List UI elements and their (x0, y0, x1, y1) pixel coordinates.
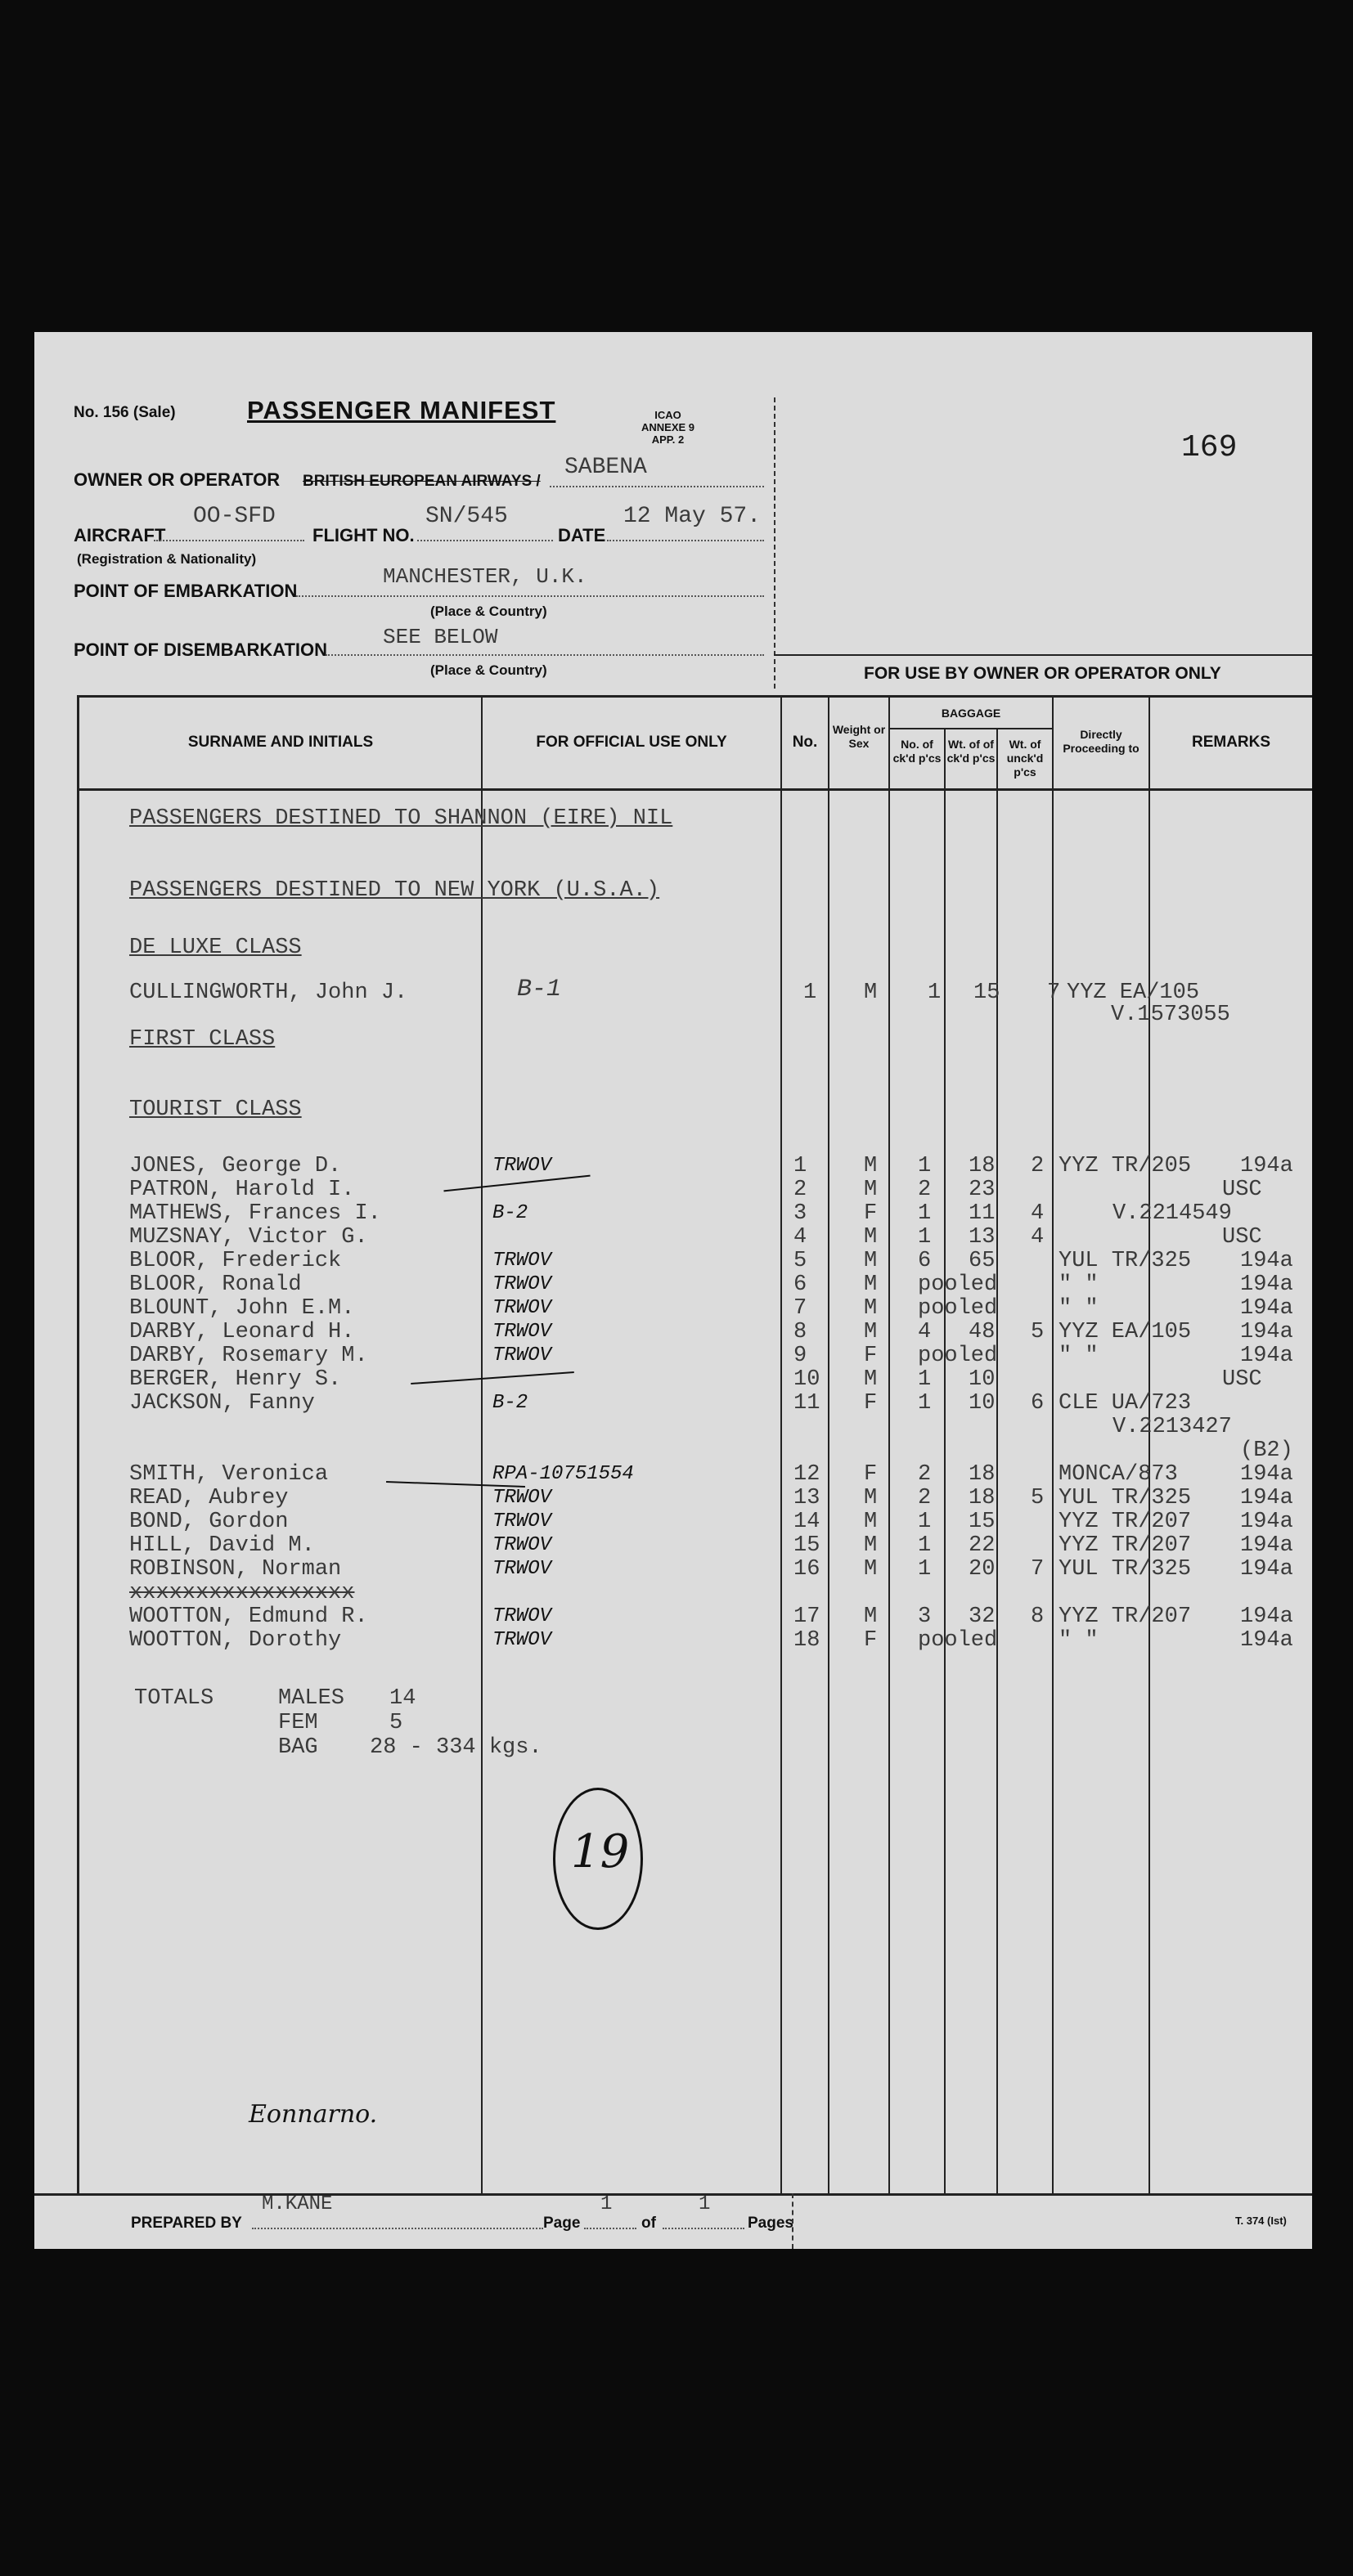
passenger-sex: M (864, 1225, 878, 1250)
passenger-name: WOOTTON, Dorothy (129, 1628, 342, 1653)
passenger-name: READ, Aubrey (129, 1486, 289, 1510)
proceeding: YUL TR/325 (1059, 1249, 1192, 1273)
passenger-name: SMITH, Veronica (129, 1462, 329, 1487)
passenger-sex: M (864, 1510, 878, 1534)
date-label: DATE (558, 525, 606, 545)
passenger-name: DARBY, Leonard H. (129, 1320, 355, 1344)
passenger-name: BLOUNT, John E.M. (129, 1296, 355, 1321)
totals-bag: 28 - 334 kgs. (370, 1735, 542, 1760)
ck-pcs: pooled (918, 1296, 998, 1321)
passenger-sex: F (864, 1391, 878, 1416)
remark: V.2213427 (1113, 1415, 1232, 1439)
passenger-sex: M (864, 1367, 878, 1392)
official-mark: TRWOV (492, 1605, 552, 1627)
passenger-no: 9 (793, 1344, 807, 1368)
official-mark: TRWOV (492, 1510, 552, 1533)
col-baggage: BAGGAGE (941, 707, 1001, 720)
totals-bag-label: BAG (278, 1735, 318, 1760)
passenger-no: 11 (793, 1391, 820, 1416)
official-mark: TRWOV (492, 1297, 552, 1319)
remark: 194a (1240, 1344, 1293, 1368)
ck-pcs: pooled (918, 1628, 998, 1653)
col-wt-ck: Wt. of of ck'd p'cs (946, 738, 996, 765)
flight-value: SN/545 (425, 504, 508, 529)
official-mark: TRWOV (492, 1273, 552, 1295)
section-tourist: TOURIST CLASS (129, 1097, 302, 1122)
ck-pcs: pooled (918, 1272, 998, 1297)
wt-ck: 23 (969, 1178, 996, 1202)
ck-pcs: 2 (918, 1486, 932, 1510)
table-row (34, 1582, 1312, 1604)
remark: USC (1222, 1178, 1262, 1202)
table-row (34, 1155, 1312, 1178)
passenger-no: 16 (793, 1557, 820, 1582)
col-proceeding: Directly Proceeding to (1063, 728, 1139, 755)
ck-pcs: 1 (928, 981, 942, 1005)
passenger-no: 6 (793, 1272, 807, 1297)
passenger-no: 3 (793, 1201, 807, 1226)
signature: Eonnarno. (249, 2100, 378, 2129)
section-first: FIRST CLASS (129, 1027, 276, 1052)
official-mark: TRWOV (492, 1629, 552, 1651)
wt-ck: 22 (969, 1533, 996, 1558)
ck-pcs: 1 (918, 1391, 932, 1416)
remark: USC (1222, 1225, 1262, 1250)
table-row (34, 1463, 1312, 1486)
table-row (34, 1416, 1312, 1438)
ck-pcs: 1 (918, 1510, 932, 1534)
table-row (34, 1250, 1312, 1272)
of-number: 1 (699, 2193, 711, 2215)
table-row (34, 1487, 1312, 1510)
ck-pcs: 1 (918, 1225, 932, 1250)
page-label: Page (543, 2215, 581, 2232)
proceeding: YUL TR/325 (1059, 1486, 1192, 1510)
passenger-no: 2 (793, 1178, 807, 1202)
form-code: T. 374 (Ist) (1235, 2215, 1287, 2227)
passenger-no: 15 (793, 1533, 820, 1558)
wt-ck: 10 (969, 1367, 996, 1392)
remark: 194a (1240, 1604, 1293, 1629)
place-note-2: (Place & Country) (430, 662, 547, 678)
remark: 194a (1240, 1510, 1293, 1534)
passenger-name: BERGER, Henry S. (129, 1367, 342, 1392)
wt-unck: 4 (1031, 1225, 1045, 1250)
section-deluxe: DE LUXE CLASS (129, 936, 302, 960)
remark: 194a (1240, 1296, 1293, 1321)
passenger-sex: M (864, 1604, 878, 1629)
ck-pcs: 2 (918, 1462, 932, 1487)
passenger-sex: M (864, 1178, 878, 1202)
wt-ck: 18 (969, 1154, 996, 1178)
page-number: 1 (600, 2193, 613, 2215)
passenger-sex: M (864, 1249, 878, 1273)
passenger-sex: M (864, 1533, 878, 1558)
owner-use-only: FOR USE BY OWNER OR OPERATOR ONLY (864, 664, 1221, 683)
disembark-label: POINT OF DISEMBARKATION (74, 640, 328, 660)
wt-ck: 65 (969, 1249, 996, 1273)
table-row (34, 1534, 1312, 1557)
passenger-name: BLOOR, Frederick (129, 1249, 342, 1273)
passenger-no: 1 (793, 1154, 807, 1178)
wt-ck: 20 (969, 1557, 996, 1582)
passenger-no: 10 (793, 1367, 820, 1392)
passenger-sex: F (864, 1628, 878, 1653)
passenger-name: DARBY, Rosemary M. (129, 1344, 368, 1368)
registration-note: (Registration & Nationality) (77, 551, 257, 567)
embark-label: POINT OF EMBARKATION (74, 581, 298, 601)
passenger-sex: F (864, 1344, 878, 1368)
passenger-name: BLOOR, Ronald (129, 1272, 302, 1297)
proceeding: YYZ TR/207 (1059, 1533, 1192, 1558)
passenger-no: 8 (793, 1320, 807, 1344)
remark: 194a (1240, 1154, 1293, 1178)
aircraft-label: AIRCRAFT (74, 525, 166, 545)
ck-pcs: 1 (918, 1533, 932, 1558)
section-newyork: PASSENGERS DESTINED TO NEW YORK (U.S.A.) (129, 878, 660, 903)
passenger-no: 7 (793, 1296, 807, 1321)
remark: 194a (1240, 1272, 1293, 1297)
wt-ck: 18 (969, 1486, 996, 1510)
remark: 194a (1240, 1320, 1293, 1344)
passenger-no: 4 (793, 1225, 807, 1250)
wt-unck: 7 (1031, 1557, 1045, 1582)
remark: 194a (1240, 1249, 1293, 1273)
passenger-sex: M (864, 1486, 878, 1510)
passenger-no: 17 (793, 1604, 820, 1629)
prepared-by: M.KANE (262, 2193, 333, 2215)
pages-label: Pages (748, 2215, 793, 2232)
passenger-no: 18 (793, 1628, 820, 1653)
proceeding: YYZ EA/105 (1067, 981, 1200, 1005)
proceeding: YYZ TR/207 (1059, 1510, 1192, 1534)
official-mark: B-2 (492, 1392, 528, 1414)
passenger-no: 5 (793, 1249, 807, 1273)
official-mark: RPA-10751554 (492, 1463, 634, 1485)
proceeding: " " (1059, 1344, 1099, 1368)
table-row (34, 1344, 1312, 1367)
passenger-no: 1 (803, 981, 817, 1005)
passenger-sex: M (864, 1296, 878, 1321)
table-row (34, 1321, 1312, 1344)
ck-pcs: 1 (918, 1201, 932, 1226)
ck-pcs: 2 (918, 1178, 932, 1202)
passenger-sex: M (864, 1154, 878, 1178)
passenger-name: HILL, David M. (129, 1533, 315, 1558)
table-row (34, 1558, 1312, 1581)
section-shannon: PASSENGERS DESTINED TO SHANNON (EIRE) NIL (129, 806, 673, 831)
wt-ck: 10 (969, 1391, 996, 1416)
col-ck-pcs: No. of ck'd p'cs (892, 738, 942, 765)
remark: 194a (1240, 1628, 1293, 1653)
aircraft-value: OO-SFD (193, 504, 276, 529)
page-stamp: 169 (1181, 430, 1238, 465)
table-row (34, 1368, 1312, 1391)
passenger-no: 14 (793, 1510, 820, 1534)
col-remarks: REMARKS (1191, 734, 1271, 751)
wt-unck: 4 (1031, 1201, 1045, 1226)
ck-pcs: 3 (918, 1604, 932, 1629)
official-mark: TRWOV (492, 1487, 552, 1509)
col-surname: SURNAME AND INITIALS (187, 734, 374, 751)
passenger-no: 13 (793, 1486, 820, 1510)
table-row (34, 1297, 1312, 1320)
disembark-value: SEE BELOW (383, 625, 498, 649)
wt-unck: 5 (1031, 1486, 1045, 1510)
col-no: No. (792, 734, 818, 751)
passenger-name: ROBINSON, Norman (129, 1557, 342, 1582)
proceeding: YYZ EA/105 (1059, 1320, 1192, 1344)
passenger-sex: F (864, 1201, 878, 1226)
wt-unck: 7 (1047, 981, 1061, 1005)
passenger-sex: M (864, 1272, 878, 1297)
wt-unck: 5 (1031, 1320, 1045, 1344)
of-label: of (641, 2215, 656, 2232)
proceeding: " " (1059, 1628, 1099, 1653)
totals-fem-label: FEM (278, 1711, 318, 1735)
date-value: 12 May 57. (623, 504, 762, 529)
prepared-by-label: PREPARED BY (131, 2215, 242, 2232)
wt-unck: 8 (1031, 1604, 1045, 1629)
form-number: No. 156 (Sale) (74, 404, 176, 421)
passenger-sex: M (864, 1320, 878, 1344)
official-mark: TRWOV (492, 1558, 552, 1580)
passenger-name: PATRON, Harold I. (129, 1178, 355, 1202)
remark: 194a (1240, 1462, 1293, 1487)
proceeding: " " (1059, 1272, 1099, 1297)
official-mark: B-2 (492, 1202, 528, 1224)
proceeding: YYZ TR/207 (1059, 1604, 1192, 1629)
remark: (B2) (1240, 1438, 1293, 1463)
wt-unck: 6 (1031, 1391, 1045, 1416)
remark: V.2214549 (1113, 1201, 1232, 1226)
passenger-name: xxxxxxxxxxxxxxxxx (129, 1581, 355, 1605)
embark-value: MANCHESTER, U.K. (383, 564, 587, 589)
owner-label: OWNER OR OPERATOR (74, 469, 281, 490)
table-row (34, 1392, 1312, 1415)
passenger-name: MUZSNAY, Victor G. (129, 1225, 368, 1250)
proceeding: YUL TR/325 (1059, 1557, 1192, 1582)
official-mark: TRWOV (492, 1250, 552, 1272)
wt-ck: 15 (969, 1510, 996, 1534)
table-row (34, 1510, 1312, 1533)
proceeding: " " (1059, 1296, 1099, 1321)
official-mark: TRWOV (492, 1321, 552, 1343)
official-mark: B-1 (517, 976, 562, 1003)
circled-count: 19 (571, 1825, 630, 1878)
icao-annex: ICAO ANNEXE 9 APP. 2 (641, 409, 695, 446)
passenger-name: JACKSON, Fanny (129, 1391, 315, 1416)
wt-ck: 48 (969, 1320, 996, 1344)
ck-pcs: 1 (918, 1557, 932, 1582)
table-row (34, 1226, 1312, 1249)
passenger-sex: M (864, 981, 878, 1005)
proceeding: CLE UA/723 (1059, 1391, 1192, 1416)
place-note-1: (Place & Country) (430, 604, 547, 619)
table-row-deluxe (34, 976, 1312, 1005)
passenger-sex: M (864, 1557, 878, 1582)
passenger-no: 12 (793, 1462, 820, 1487)
official-mark: TRWOV (492, 1155, 552, 1177)
proceeding: YYZ TR/205 (1059, 1154, 1192, 1178)
col-weight-sex: Weight or Sex (832, 723, 886, 750)
ck-pcs: pooled (918, 1344, 998, 1368)
remark: 194a (1240, 1557, 1293, 1582)
owner-value: BRITISH EUROPEAN AIRWAYS / (303, 473, 541, 490)
wt-ck: 11 (969, 1201, 996, 1226)
col-wt-unck: Wt. of unck'd p'cs (1006, 738, 1044, 779)
col-official: FOR OFFICIAL USE ONLY (536, 734, 727, 751)
deluxe-visa: V.1573055 (1111, 1003, 1230, 1027)
official-mark: TRWOV (492, 1534, 552, 1556)
totals-fem: 5 (389, 1711, 403, 1735)
wt-ck: 18 (969, 1462, 996, 1487)
remark: 194a (1240, 1486, 1293, 1510)
wt-ck: 15 (973, 981, 1000, 1005)
totals-males: 14 (389, 1686, 416, 1711)
passenger-name: JONES, George D. (129, 1154, 342, 1178)
wt-ck: 32 (969, 1604, 996, 1629)
table-row (34, 1273, 1312, 1296)
passenger-name: WOOTTON, Edmund R. (129, 1604, 368, 1629)
passenger-name: CULLINGWORTH, John J. (129, 981, 408, 1005)
table-row (34, 1439, 1312, 1462)
table-row (34, 1629, 1312, 1652)
remark: USC (1222, 1367, 1262, 1392)
manifest-sheet (34, 332, 1312, 2249)
form-title: PASSENGER MANIFEST (247, 396, 556, 424)
ck-pcs: 4 (918, 1320, 932, 1344)
wt-ck: 13 (969, 1225, 996, 1250)
totals-males-label: MALES (278, 1686, 345, 1711)
wt-unck: 2 (1031, 1154, 1045, 1178)
table-row (34, 1178, 1312, 1201)
ck-pcs: 1 (918, 1154, 932, 1178)
proceeding: MONCA/873 (1059, 1462, 1178, 1487)
remark: 194a (1240, 1533, 1293, 1558)
passenger-name: BOND, Gordon (129, 1510, 289, 1534)
table-row (34, 1202, 1312, 1225)
passenger-name: MATHEWS, Frances I. (129, 1201, 381, 1226)
totals-label: TOTALS (134, 1686, 214, 1711)
table-row (34, 1605, 1312, 1628)
passenger-sex: F (864, 1462, 878, 1487)
flight-label: FLIGHT NO. (312, 525, 415, 545)
ck-pcs: 6 (918, 1249, 932, 1273)
owner-typed: SABENA (564, 455, 647, 480)
official-mark: TRWOV (492, 1344, 552, 1367)
ck-pcs: 1 (918, 1367, 932, 1392)
